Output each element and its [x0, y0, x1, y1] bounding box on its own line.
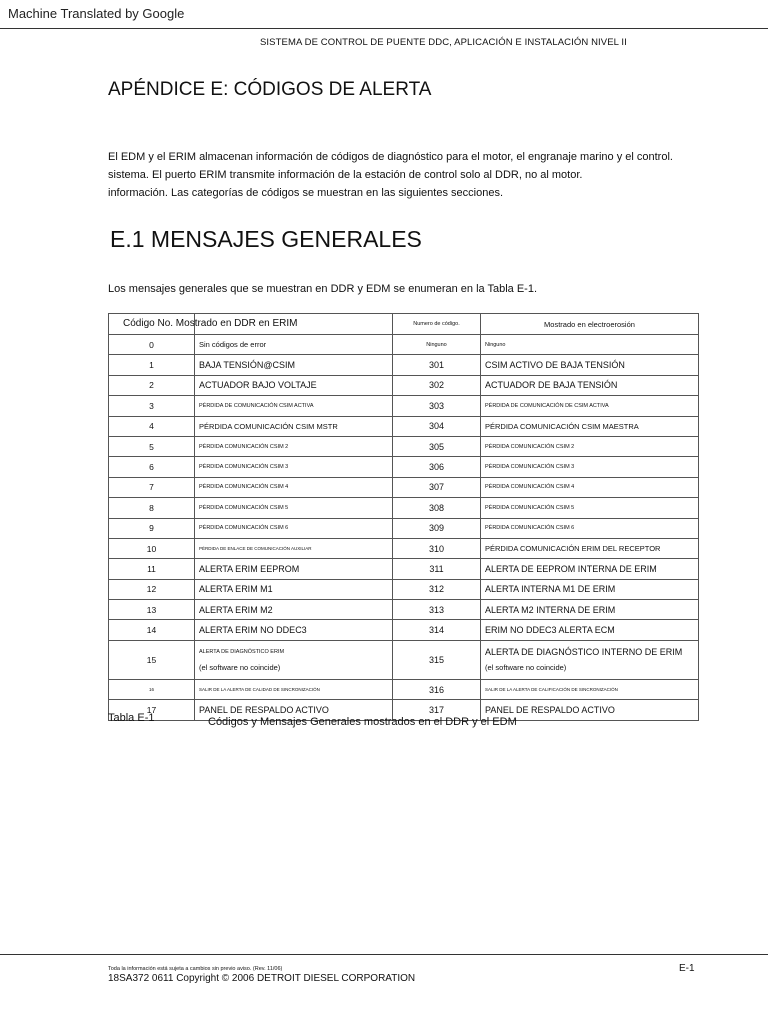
cell-edm: Ninguno [481, 335, 699, 355]
table-row [109, 375, 699, 395]
table-header-row [109, 314, 699, 335]
header-edm: Mostrado en electroerosión [481, 314, 699, 335]
cell-ddr: PÉRDIDA COMUNICACIÓN CSIM 4 [195, 477, 393, 497]
footer-divider [0, 954, 768, 955]
header-code-number: Numero de código. [393, 314, 481, 335]
banner-divider [0, 28, 768, 29]
cell-code: 301 [393, 355, 481, 375]
cell-ddr: Sin códigos de error [195, 335, 393, 355]
cell-num: 5 [109, 436, 195, 456]
cell-ddr: PÉRDIDA DE COMUNICACIÓN CSIM ACTIVA [195, 396, 393, 416]
cell-code: 309 [393, 518, 481, 538]
cell-num: 7 [109, 477, 195, 497]
cell-num: 10 [109, 538, 195, 558]
cell-code: Ninguno [393, 335, 481, 355]
cell-ddr: BAJA TENSIÓN@CSIM [195, 355, 393, 375]
cell-ddr: PÉRDIDA COMUNICACIÓN CSIM 3 [195, 457, 393, 477]
table-row [109, 416, 699, 436]
cell-edm: PÉRDIDA COMUNICACIÓN CSIM 6 [481, 518, 699, 538]
table-row [109, 640, 699, 679]
table-row [109, 457, 699, 477]
cell-code: 308 [393, 498, 481, 518]
cell-code: 311 [393, 559, 481, 579]
cell-edm: SALIR DE LA ALERTA DE CALIFICACIÓN DE SINCRONIZACIÓN [481, 679, 699, 699]
header-code-ddr-label: Código No. Mostrado en DDR en ERIM [123, 318, 298, 329]
running-head: SISTEMA DE CONTROL DE PUENTE DDC, APLICACIÓN E INSTALACIÓN NIVEL II [260, 37, 627, 48]
cell-edm: ACTUADOR DE BAJA TENSIÓN [481, 375, 699, 395]
cell-ddr: PÉRDIDA COMUNICACIÓN CSIM MSTR [195, 416, 393, 436]
cell-code: 303 [393, 396, 481, 416]
table-row [109, 538, 699, 558]
intro-line: El EDM y el ERIM almacenan información de códigos de diagnóstico para el motor, el engranaje marino y el control. [108, 151, 673, 163]
cell-ddr: PANEL DE RESPALDO ACTIVO [195, 700, 393, 720]
cell-code: 306 [393, 457, 481, 477]
cell-ddr: PÉRDIDA DE ENLACE DE COMUNICACIÓN AUXILIAR [195, 538, 393, 558]
cell-ddr: PÉRDIDA COMUNICACIÓN CSIM 2 [195, 436, 393, 456]
machine-translated-banner: Machine Translated by Google [8, 6, 185, 21]
table-row [109, 335, 699, 355]
cell-ddr: ALERTA ERIM M1 [195, 579, 393, 599]
cell-ddr: ALERTA ERIM M2 [195, 600, 393, 620]
cell-num: 4 [109, 416, 195, 436]
cell-num: 14 [109, 620, 195, 640]
cell-code: 307 [393, 477, 481, 497]
section-title: E.1 MENSAJES GENERALES [110, 226, 422, 252]
cell-ddr [195, 640, 393, 679]
cell-code: 304 [393, 416, 481, 436]
cell-edm: PÉRDIDA COMUNICACIÓN CSIM MAESTRA [481, 416, 699, 436]
cell-edm: PANEL DE RESPALDO ACTIVO [481, 700, 699, 720]
cell-num: 13 [109, 600, 195, 620]
cell-edm: ALERTA INTERNA M1 DE ERIM [481, 579, 699, 599]
codes-table [108, 313, 699, 721]
cell-edm: PÉRDIDA COMUNICACIÓN CSIM 5 [481, 498, 699, 518]
cell-num: 8 [109, 498, 195, 518]
intro-line: sistema. El puerto ERIM transmite información de la estación de control solo al DDR, no al motor. [108, 169, 583, 181]
cell-ddr: PÉRDIDA COMUNICACIÓN CSIM 6 [195, 518, 393, 538]
cell-code: 314 [393, 620, 481, 640]
cell-code: 302 [393, 375, 481, 395]
intro-paragraph [108, 148, 673, 202]
cell-edm: ERIM NO DDEC3 ALERTA ECM [481, 620, 699, 640]
intro-line: información. Las categorías de códigos se muestran en las siguientes secciones. [108, 187, 503, 199]
footer-copyright: 18SA372 0611 Copyright © 2006 DETROIT DIESEL CORPORATION [108, 973, 416, 984]
table-caption-label: Tabla E-1 [108, 712, 155, 724]
cell-edm-line: (el software no coincide) [485, 662, 567, 672]
cell-ddr: ACTUADOR BAJO VOLTAJE [195, 375, 393, 395]
table-row [109, 518, 699, 538]
cell-num: 2 [109, 375, 195, 395]
cell-num: 0 [109, 335, 195, 355]
table-row [109, 498, 699, 518]
cell-num: 17 [109, 700, 195, 720]
cell-edm: PÉRDIDA COMUNICACIÓN CSIM 2 [481, 436, 699, 456]
cell-ddr: ALERTA ERIM NO DDEC3 [195, 620, 393, 640]
cell-ddr: PÉRDIDA COMUNICACIÓN CSIM 5 [195, 498, 393, 518]
cell-edm: PÉRDIDA COMUNICACIÓN CSIM 4 [481, 477, 699, 497]
table-row [109, 579, 699, 599]
cell-num: 16 [109, 679, 195, 699]
cell-num: 3 [109, 396, 195, 416]
cell-code: 313 [393, 600, 481, 620]
page-number: E-1 [679, 963, 695, 974]
cell-edm: CSIM ACTIVO DE BAJA TENSIÓN [481, 355, 699, 375]
cell-edm: PÉRDIDA COMUNICACIÓN ERIM DEL RECEPTOR [481, 538, 699, 558]
table-intro: Los mensajes generales que se muestran en DDR y EDM se enumeran en la Tabla E-1. [108, 283, 538, 295]
cell-num: 12 [109, 579, 195, 599]
cell-edm: ALERTA M2 INTERNA DE ERIM [481, 600, 699, 620]
cell-edm: PÉRDIDA COMUNICACIÓN CSIM 3 [481, 457, 699, 477]
header-code-ddr [109, 314, 298, 335]
cell-code: 316 [393, 679, 481, 699]
table-row [109, 477, 699, 497]
cell-ddr: ALERTA ERIM EEPROM [195, 559, 393, 579]
cell-edm-line: ALERTA DE DIAGNÓSTICO INTERNO DE ERIM [485, 646, 683, 657]
table-row [109, 396, 699, 416]
table-row [109, 559, 699, 579]
cell-code: 315 [393, 640, 481, 679]
footer-note: Toda la información está sujeta a cambios sin previo aviso. (Rev. 11/06) [108, 966, 283, 972]
cell-num: 11 [109, 559, 195, 579]
cell-ddr: SALIR DE LA ALERTA DE CALIDAD DE SINCRONIZACIÓN [195, 679, 393, 699]
cell-code: 310 [393, 538, 481, 558]
cell-num: 1 [109, 355, 195, 375]
cell-num: 9 [109, 518, 195, 538]
cell-code: 317 [393, 700, 481, 720]
table-row [109, 620, 699, 640]
cell-ddr-line: ALERTA DE DIAGNÓSTICO ERIM [199, 648, 285, 655]
cell-edm: ALERTA DE EEPROM INTERNA DE ERIM [481, 559, 699, 579]
table-row [109, 355, 699, 375]
table-row [109, 600, 699, 620]
cell-edm: PÉRDIDA DE COMUNICACIÓN DE CSIM ACTIVA [481, 396, 699, 416]
cell-num: 6 [109, 457, 195, 477]
cell-code: 312 [393, 579, 481, 599]
appendix-title: APÉNDICE E: CÓDIGOS DE ALERTA [108, 79, 432, 100]
cell-code: 305 [393, 436, 481, 456]
cell-num: 15 [109, 640, 195, 679]
cell-ddr-line: (el software no coincide) [199, 662, 281, 672]
table-row [109, 436, 699, 456]
table-caption-text: Códigos y Mensajes Generales mostrados en el DDR y el EDM [208, 716, 517, 728]
cell-edm [481, 640, 699, 679]
table-row [109, 679, 699, 699]
